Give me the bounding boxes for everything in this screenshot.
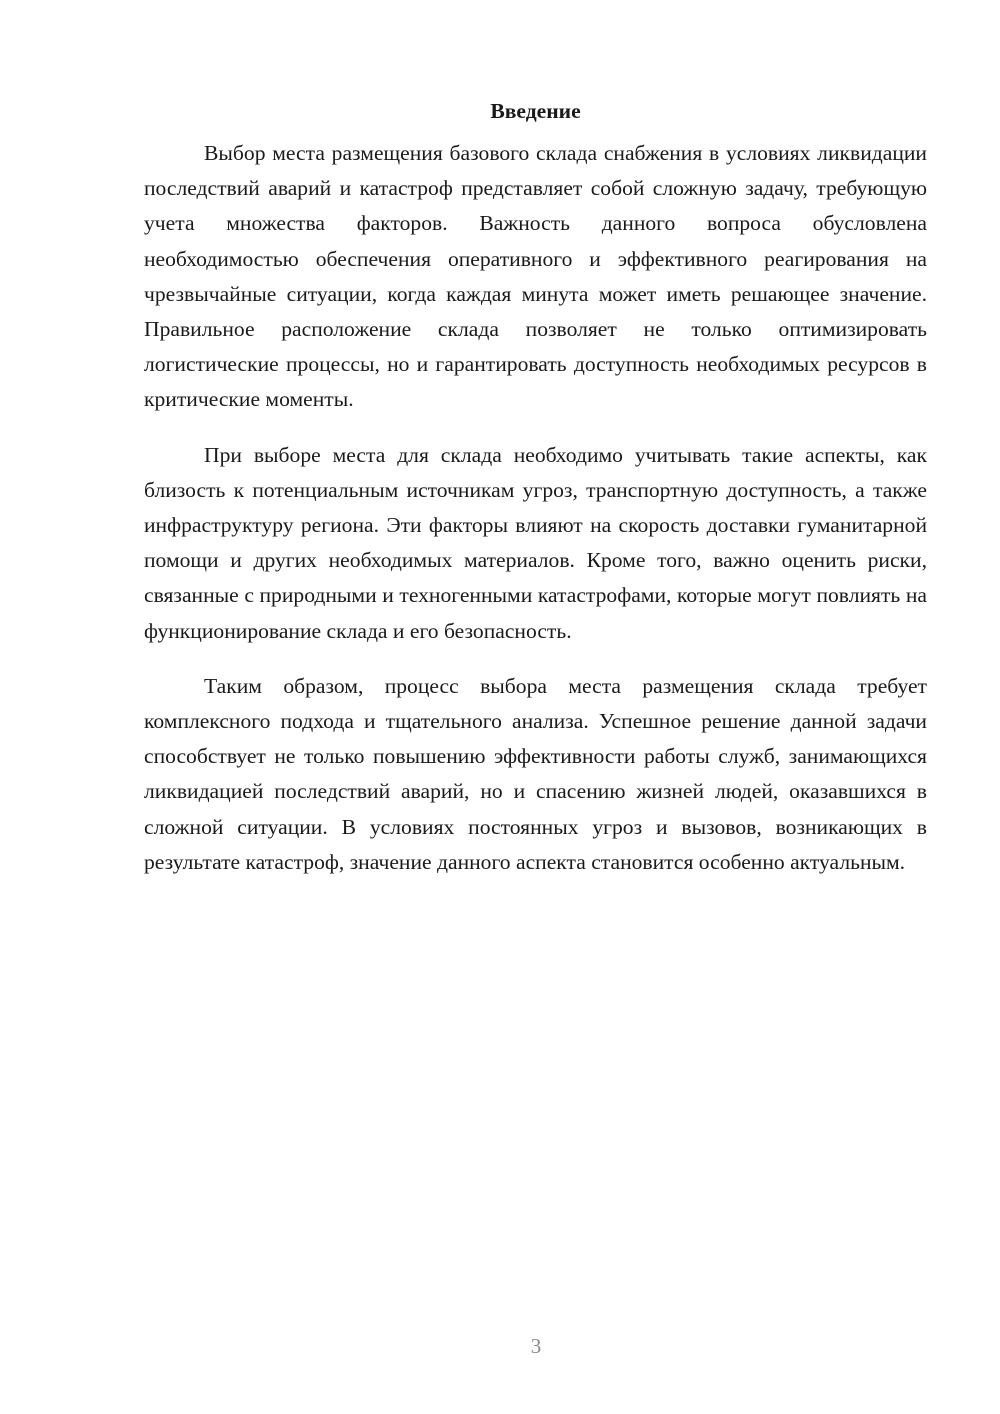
paragraph-1: Выбор места размещения базового склада снабжения в условиях ликвидации последствий аварий и катастроф представляет собой сложную задачу, требующую учета множества факторов. Важность данного вопроса обусловлена необходимостью обеспечения оперативного и эффективного реагирования на чрезвычайные ситуации, когда каждая минута может иметь решающее значение. Правильное расположение склада позволяет не только оптимизировать логистические процессы, но и гарантировать доступность необходимых ресурсов в критические моменты.	[144, 141, 927, 412]
section-heading: Введение	[490, 99, 581, 123]
page-number: 3	[530, 1334, 542, 1358]
paragraph-3: Таким образом, процесс выбора места размещения склада требует комплексного подхода и тщательного анализа. Успешное решение данной задачи способствует не только повышению эффективности работы служб, занимающихся ликвидацией последствий аварий, но и спасению жизней людей, оказавшихся в сложной ситуации. В условиях постоянных угроз и вызовов, возникающих в результате катастроф, значение данного аспекта становится особенно актуальным.	[144, 673, 927, 874]
page-content	[144, 96, 927, 900]
paragraph-2: При выборе места для склада необходимо учитывать такие аспекты, как близость к потенциальным источникам угроз, транспортную доступность, а также инфраструктуру региона. Эти факторы влияют на скорость доставки гуманитарной помощи и других необходимых материалов. Кроме того, важно оценить риски, связанные с природными и техногенными катастрофами, которые могут повлиять на функционирование склада и его безопасность.	[144, 442, 927, 643]
